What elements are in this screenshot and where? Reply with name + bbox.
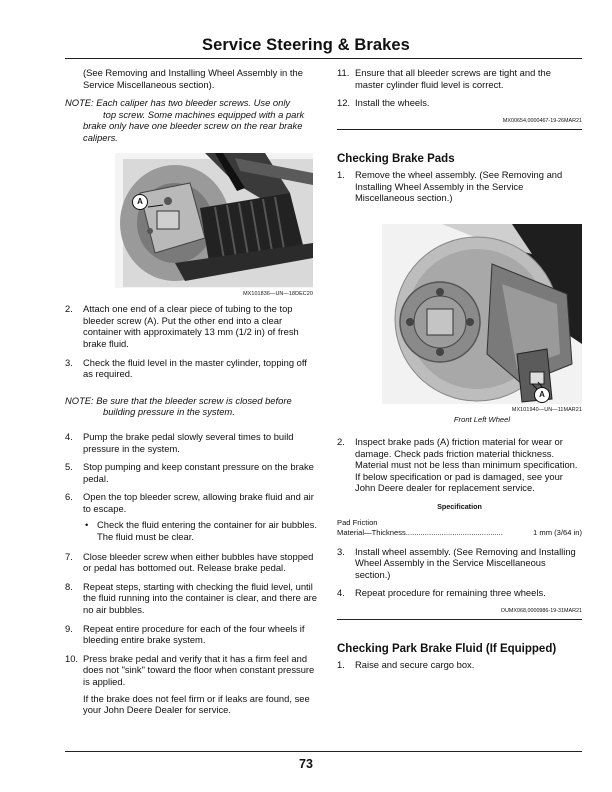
step-text: Check the fluid level in the master cylinder, topping off as required. [83,356,307,380]
step-text: Ensure that all bleeder screws are tight and the master cylinder fluid level is correct. [355,67,551,90]
step-item [65,491,317,514]
spec-category: Pad Friction [337,517,378,527]
step-number: 1. [337,168,345,180]
callout-a-circle [534,387,550,403]
step-number: 6. [65,491,73,503]
step-number: 2. [65,303,73,315]
step-item [65,461,317,484]
note-rest: building pressure in the system. [103,406,235,418]
note-first-line: NOTE: Each caliper has two bleeder screws. Use only [65,97,291,109]
step-number: 3. [65,356,73,368]
step-number: 8. [65,580,73,592]
step-number: 3. [337,545,345,557]
step-number: 2. [337,435,345,447]
step-text: Inspect brake pads (A) friction material for wear or damage. Check pads friction material thickness. Material must not be less than minimum specification. If below specification or pad is damaged, see your John Deere dealer for replacement service. [355,435,578,494]
step-text: Press brake pedal and verify that it has a firm feel and does not "sink" toward the floor when constant pressure is applied. [83,652,315,687]
step-text: Raise and secure cargo box. [355,659,475,671]
step-item [65,431,317,454]
step-number: 5. [65,461,73,473]
page-title: Service Steering & Brakes [202,36,410,54]
steps-2-3 [65,303,317,380]
note-rest: top screw. Some machines equipped with a park brake only have one bleeder screw on the rear brake calipers. [83,108,305,143]
step-number: 7. [65,550,73,562]
step-text: Install the wheels. [355,97,430,109]
intro-text: (See Removing and Installing Wheel Assembly in the Service Miscellaneous section). [83,67,303,90]
figure-id: MX101836—UN—18DEC20 [243,290,313,297]
step-number: 9. [65,622,73,634]
spec-label: Material—Thickness [337,527,406,537]
step-number: 1. [337,659,345,671]
step-item [337,97,582,109]
figure-caption: Front Left Wheel [453,415,511,425]
step-item [65,581,317,616]
spec-value: 1 mm (3/64 in) [533,527,582,537]
header-rule [65,58,582,59]
step-text: Repeat steps, starting with checking the fluid level, until the fluid running into the container is clear, and there are no air bubbles. [83,580,318,616]
step-item [65,303,317,349]
right-column [337,67,582,678]
step-number: 4. [65,430,73,442]
step-text: Stop pumping and keep constant pressure on the brake pedal. [83,461,314,484]
step-10-continuation: If the brake does not feel firm or if leaks are found, see your John Deere Dealer for service. [83,692,310,716]
step-number: 12. [337,97,351,109]
step-number: 11. [337,67,350,78]
note-first-line: NOTE: Be sure that the bleeder screw is closed before [65,394,292,406]
step-number: 10. [65,652,79,664]
step-text: Install wheel assembly. (See Removing and Installing Wheel Assembly in the Service Miscellaneous section.) [355,545,576,580]
steps-7-10 [65,551,317,688]
step-item [65,357,317,380]
step-item [65,551,317,574]
spec-row [337,528,582,538]
callout-a-label: A [539,389,545,399]
step-text: Pump the brake pedal slowly several times to build pressure in the system. [83,430,294,454]
step-text: Close bleeder screw when either bubbles have stopped or pedal has bottomed out. Release brake pedal. [83,550,314,574]
callout-a-label: A [137,196,143,206]
step-item [65,653,317,688]
step-item [337,587,582,599]
figure-front-left-wheel [382,224,582,426]
step-item [65,623,317,646]
step-item [337,67,582,90]
step-text: Repeat entire procedure for each of the four wheels if bleeding entire brake system. [83,622,305,646]
step-text: Open the top bleeder screw, allowing brake fluid and air to escape. [83,491,314,514]
step-item [337,546,582,581]
figure-caliper-bleeder [115,153,313,301]
footer-rule [65,751,582,752]
figure-id: MX101940—UN—11MAR21 [511,406,582,413]
reference-code: OUMX068,0000986-19-31MAR21 [337,606,582,621]
caliper-photo [115,153,313,288]
bullet-dot: • [85,519,89,531]
section-heading-brake-pads: Checking Brake Pads [337,153,455,166]
step-item [337,659,582,671]
section-heading-park-brake: Checking Park Brake Fluid (If Equipped) [337,643,557,656]
spec-leader-dots: .............................................. [405,527,503,537]
reference-code: MX00654,0000467-19-26MAR21 [337,116,582,131]
left-column [65,67,317,723]
note-bleeder-closed [65,395,317,418]
bullet-text: Check the fluid entering the container for air bubbles. The fluid must be clear. [97,519,317,543]
step-item [337,436,582,494]
spec-heading: Specification [437,501,482,511]
bullet-item [65,519,317,542]
step-text: Repeat procedure for remaining three wheels. [355,587,546,599]
step-text: Remove the wheel assembly. (See Removing and Installing Wheel Assembly in the Service Miscellaneous section.) [355,168,563,204]
wheel-hub-photo [382,224,582,404]
step-item [337,169,582,204]
steps-4-6 [65,431,317,515]
callout-a-circle [132,194,148,210]
note-bleeder-screws [65,97,317,143]
step-text: Attach one end of a clear piece of tubing to the top bleeder screw (A). Put the other end into a clear container with approximately 13 mm (1/2 in) of fresh brake fluid. [83,303,299,349]
page-number: 73 [299,757,313,771]
step-number: 4. [337,587,345,599]
